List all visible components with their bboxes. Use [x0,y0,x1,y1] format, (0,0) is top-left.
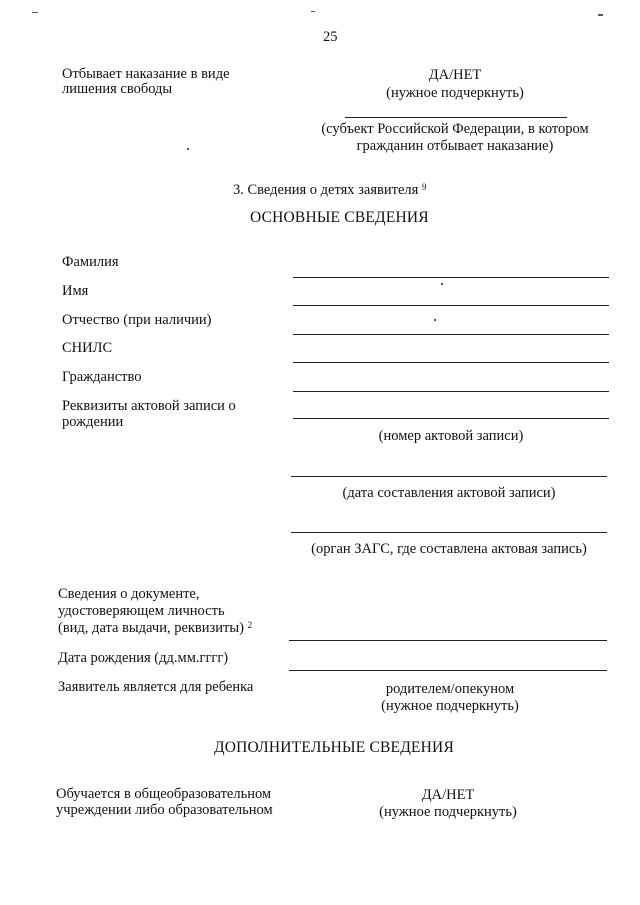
birth-record-label-line1: Реквизиты актовой записи о [62,398,236,414]
subject-input-line[interactable] [345,117,567,118]
page-number: 25 [323,29,338,45]
applicant-role-value[interactable]: родителем/опекуном [385,681,515,697]
subject-caption-line2: гражданин отбывает наказание) [356,138,554,154]
education-answer[interactable]: ДА/НЕТ [421,787,475,803]
surname-input-line[interactable] [293,277,609,278]
id-document-label-line3 [58,619,252,637]
citizenship-label: Гражданство [62,369,142,385]
id-document-label-line1: Сведения о документе, [58,586,200,602]
surname-label: Фамилия [62,254,119,270]
scan-speck [32,12,38,13]
record-number-caption: (номер актовой записи) [378,428,524,444]
id-document-footnote: 2 [247,620,253,630]
registry-office-caption: (орган ЗАГС, где составлена актовая запись) [311,541,587,557]
birth-date-input-line[interactable] [289,670,607,671]
id-document-label-text: (вид, дата выдачи, реквизиты) [58,620,244,636]
citizenship-input-line[interactable] [293,391,609,392]
record-date-input-line[interactable] [291,476,607,477]
snils-input-line[interactable] [293,362,609,363]
scan-speck [311,11,315,12]
education-label-line1: Обучается в общеобразовательном [56,786,272,802]
main-info-heading: ОСНОВНЫЕ СВЕДЕНИЯ [250,209,429,226]
applicant-role-label: Заявитель является для ребенка [58,679,254,695]
registry-office-input-line[interactable] [291,532,607,533]
applicant-role-hint: (нужное подчеркнуть) [381,698,519,714]
record-number-input-line[interactable] [293,418,609,419]
section-title-text: 3. Сведения о детях заявителя [233,182,419,198]
section-title-footnote: 9 [421,182,427,192]
subject-caption-line1: (субъект Российской Федерации, в котором [321,121,589,137]
education-hint: (нужное подчеркнуть) [379,804,517,820]
birth-date-label: Дата рождения (дд.мм.гггг) [58,650,229,666]
scan-speck [441,283,443,285]
scan-speck [187,148,189,150]
scan-speck [434,319,436,321]
punishment-answer[interactable]: ДА/НЕТ [428,67,482,83]
id-document-label-line2: удостоверяющем личность [58,603,225,619]
scan-speck [598,14,603,16]
snils-label: СНИЛС [62,340,113,356]
education-label-line2: учреждении либо образовательном [56,802,273,818]
birth-record-label-line2: рождении [62,414,124,430]
record-date-caption: (дата составления актовой записи) [342,485,556,501]
patronymic-label: Отчество (при наличии) [62,312,212,328]
punishment-label-line1: Отбывает наказание в виде [62,66,230,82]
additional-info-heading: ДОПОЛНИТЕЛЬНЫЕ СВЕДЕНИЯ [214,739,454,756]
id-document-input-line[interactable] [289,640,607,641]
punishment-answer-hint: (нужное подчеркнуть) [386,85,524,101]
section-title [233,181,426,199]
name-input-line[interactable] [293,305,609,306]
patronymic-input-line[interactable] [293,334,609,335]
punishment-label-line2: лишения свободы [62,81,173,97]
name-label: Имя [62,283,89,299]
